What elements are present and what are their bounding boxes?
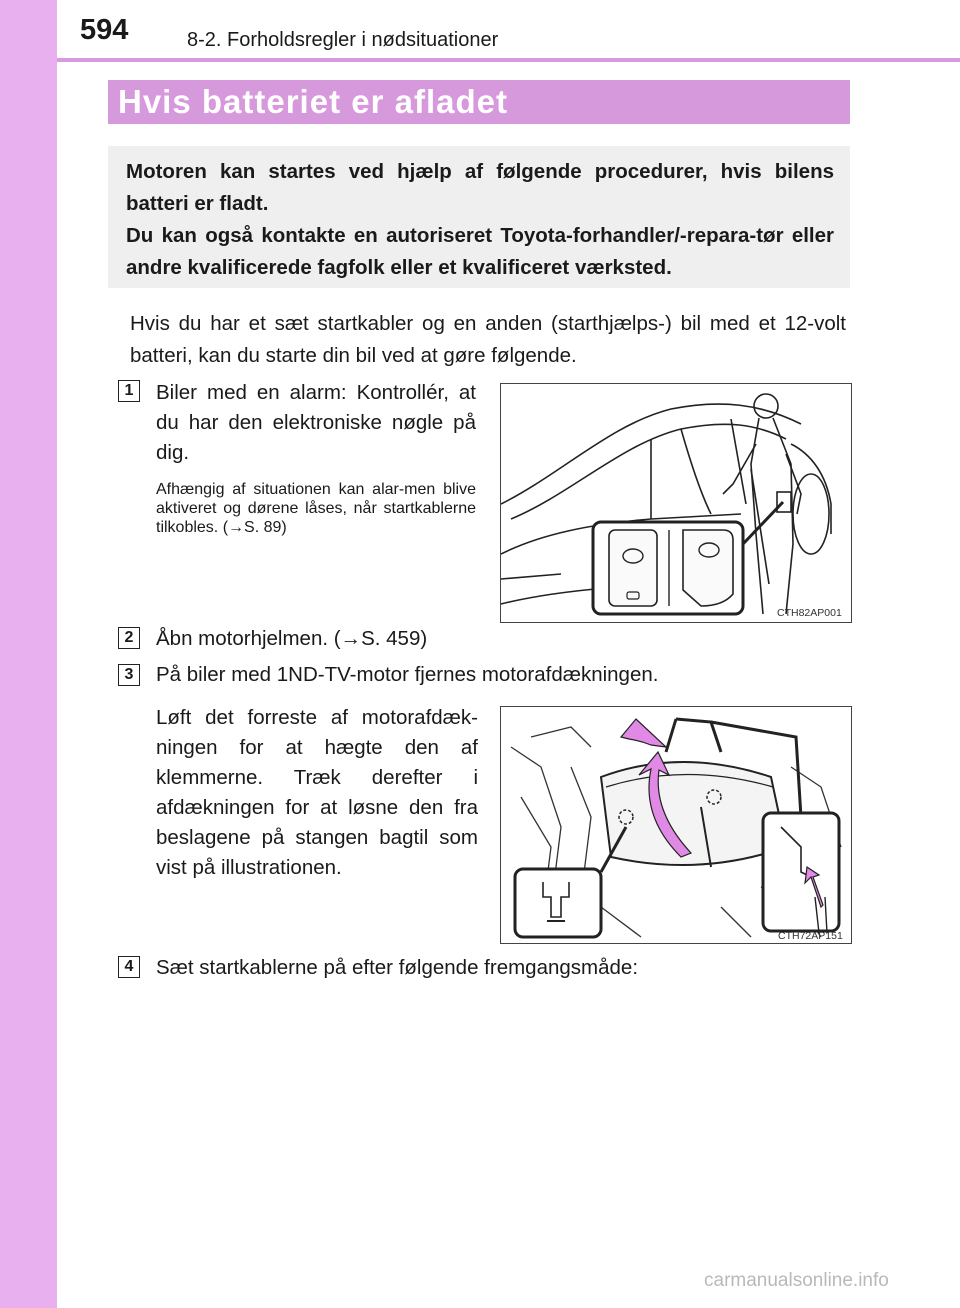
- figure-engine-cover: [500, 706, 852, 944]
- figure-1-code: CTH82AP001: [777, 607, 842, 619]
- engine-cover-illustration: [501, 707, 851, 943]
- step-2-text: Åbn motorhjelmen. (→S. 459): [156, 627, 428, 650]
- intro-line-1: Motoren kan startes ved hjælp af følgende procedurer, hvis bilens batteri er fladt.: [126, 160, 834, 215]
- step-1-note: Afhængig af situationen kan alar-men blive aktiveret og dørene låses, når startkablerne tilkobles. (→S. 89): [156, 481, 476, 536]
- figure-car-key: [500, 383, 852, 623]
- step-number-1: 1: [118, 380, 140, 402]
- watermark: carmanualsonline.info: [704, 1270, 889, 1291]
- section-title: Hvis batteriet er afladet: [108, 80, 850, 124]
- step-4-text: Sæt startkablerne på efter følgende fremgangsmåde:: [156, 956, 639, 979]
- page-number: 594: [80, 14, 129, 46]
- header-rule: [57, 58, 960, 62]
- car-key-illustration: [501, 384, 851, 622]
- step-1-text: Biler med en alarm: Kontrollér, at du har den elektroniske nøgle på dig.: [156, 381, 476, 464]
- step-number-4: 4: [118, 956, 140, 978]
- running-head: 8-2. Forholdsregler i nødsituationer: [187, 29, 499, 51]
- intro-line-2: Du kan også kontakte en autoriseret Toyota-forhandler/-repara-tør eller andre kvalificerede fagfolk eller et kvalificeret værksted.: [126, 224, 834, 279]
- step-number-2: 2: [118, 627, 140, 649]
- figure-2-code: CTH72AP151: [778, 930, 843, 942]
- side-tab-strip: [0, 0, 57, 1308]
- lead-paragraph: Hvis du har et sæt startkabler og en anden (starthjælps-) bil med et 12-volt batteri, kan du starte din bil ved at gøre følgende.: [130, 312, 846, 367]
- step-number-3: 3: [118, 664, 140, 686]
- step-3-text: På biler med 1ND-TV-motor fjernes motorafdækningen.: [156, 663, 659, 686]
- step-3-subtext: Løft det forreste af motorafdæk-ningen for at hægte den af klemmerne. Træk derefter i afdækningen for at løsne den fra beslagene på stangen bagtil som vist på illustrationen.: [156, 706, 478, 879]
- intro-box: [108, 146, 850, 288]
